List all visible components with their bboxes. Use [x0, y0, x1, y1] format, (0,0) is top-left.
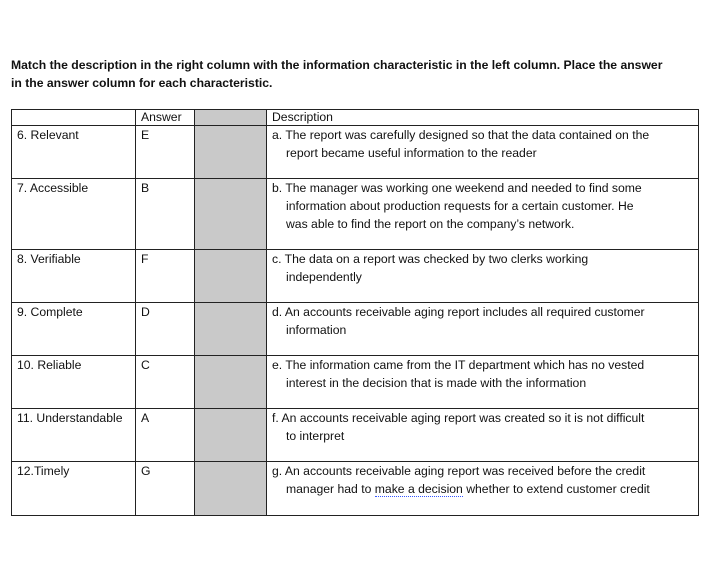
- description-line: a. The report was carefully designed so that the data contained on the: [272, 128, 650, 142]
- answer-cell[interactable]: E: [136, 126, 195, 179]
- description-line: e. The information came from the IT department which has no vested: [272, 358, 645, 372]
- characteristic-cell: 12.Timely: [12, 462, 136, 516]
- description-line: was able to find the report on the company’s network.: [286, 217, 575, 231]
- description-line: c. The data on a report was checked by two clerks working: [272, 252, 589, 266]
- answer-cell[interactable]: B: [136, 179, 195, 250]
- instructions: [11, 56, 701, 92]
- description-line: [272, 480, 693, 498]
- description-line: information about production requests for a certain customer. He: [286, 199, 634, 213]
- table-row: [12, 356, 699, 409]
- answer-cell[interactable]: G: [136, 462, 195, 516]
- shaded-cell: [195, 250, 267, 303]
- shaded-cell: [195, 356, 267, 409]
- characteristic-cell: 10. Reliable: [12, 356, 136, 409]
- header-characteristic-cell: [12, 110, 136, 126]
- shaded-cell: [195, 303, 267, 356]
- description-line: to interpret: [286, 429, 345, 443]
- shaded-cell: [195, 409, 267, 462]
- header-shaded-cell: [195, 110, 267, 126]
- description-cell: [267, 179, 699, 250]
- answer-cell[interactable]: C: [136, 356, 195, 409]
- table-header-row: [12, 110, 699, 126]
- shaded-cell: [195, 462, 267, 516]
- description-text: whether to extend customer credit: [462, 482, 650, 496]
- description-line: independently: [286, 270, 362, 284]
- spellcheck-underlined-text: make a decision: [374, 482, 463, 496]
- answer-cell[interactable]: A: [136, 409, 195, 462]
- characteristic-cell: 8. Verifiable: [12, 250, 136, 303]
- description-cell: [267, 303, 699, 356]
- answer-cell[interactable]: F: [136, 250, 195, 303]
- instructions-line-1: Match the description in the right column with the information characteristic in the left column. Place the answer: [11, 58, 663, 72]
- characteristic-cell: 6. Relevant: [12, 126, 136, 179]
- characteristic-cell: 9. Complete: [12, 303, 136, 356]
- shaded-cell: [195, 179, 267, 250]
- description-line: report became useful information to the reader: [286, 146, 537, 160]
- description-line: interest in the decision that is made with the information: [286, 376, 587, 390]
- description-cell: [267, 356, 699, 409]
- description-cell: [267, 250, 699, 303]
- table-row: [12, 126, 699, 179]
- table-row: [12, 462, 699, 516]
- description-line: information: [286, 323, 347, 337]
- characteristic-cell: 11. Understandable: [12, 409, 136, 462]
- answer-cell[interactable]: D: [136, 303, 195, 356]
- description-cell: [267, 409, 699, 462]
- instructions-line-2: in the answer column for each characteristic.: [11, 76, 273, 90]
- description-text: manager had to: [286, 482, 375, 496]
- characteristic-cell: 7. Accessible: [12, 179, 136, 250]
- description-line: g. An accounts receivable aging report was received before the credit: [272, 464, 646, 478]
- header-answer: Answer: [136, 110, 195, 126]
- table-row: [12, 179, 699, 250]
- shaded-cell: [195, 126, 267, 179]
- description-line: f. An accounts receivable aging report was created so it is not difficult: [272, 411, 645, 425]
- description-line: d. An accounts receivable aging report includes all required customer: [272, 305, 645, 319]
- description-cell: [267, 126, 699, 179]
- table-row: [12, 409, 699, 462]
- table-row: [12, 250, 699, 303]
- header-description: Description: [267, 110, 699, 126]
- description-cell: [267, 462, 699, 516]
- table-row: [12, 303, 699, 356]
- description-line: b. The manager was working one weekend and needed to find some: [272, 181, 642, 195]
- matching-table: [11, 109, 699, 516]
